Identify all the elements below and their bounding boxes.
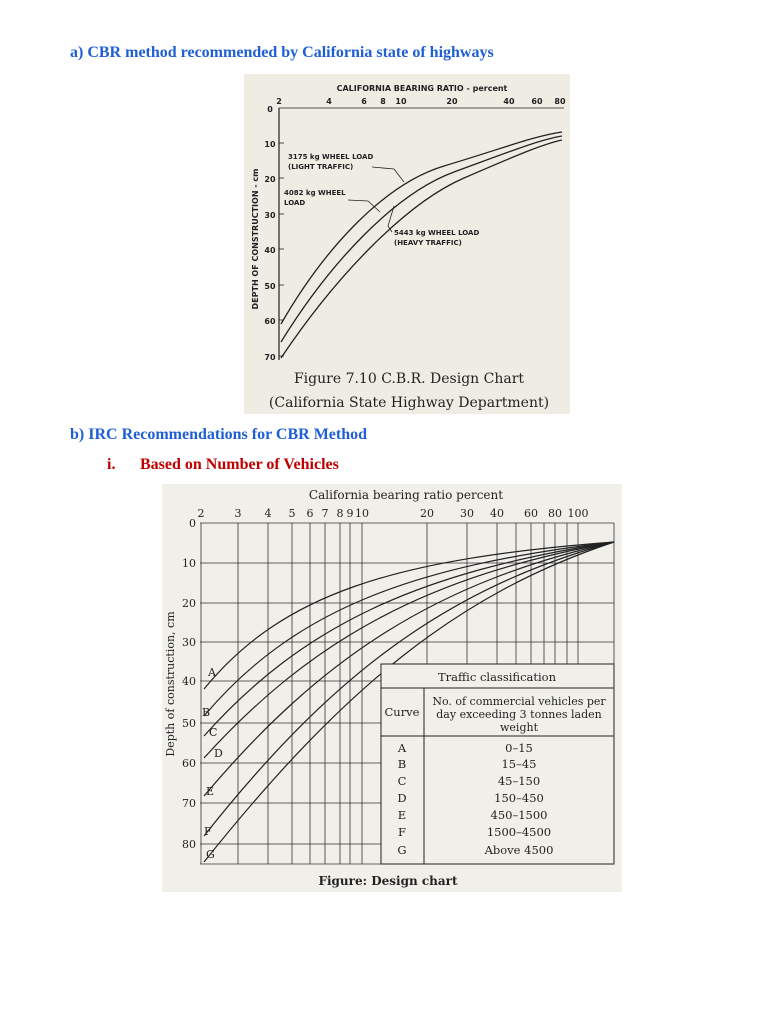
chart2-y-tick: 70: [182, 797, 196, 810]
chart1-label-light-1: 3175 kg WHEEL LOAD: [288, 153, 374, 161]
table-col-vehicles: weight: [500, 721, 538, 734]
table-cell-curve: E: [397, 808, 407, 822]
chart2-curve-label: C: [209, 726, 218, 739]
chart1-x-tick: 8: [380, 97, 386, 106]
table-cell-curve: A: [397, 741, 407, 755]
chart2-x-tick: 20: [420, 507, 434, 520]
chart2-axis-title: California bearing ratio percent: [308, 488, 504, 502]
section-a-heading: a) CBR method recommended by California state of highways: [70, 44, 494, 61]
chart2-curve-label: F: [204, 825, 212, 838]
chart2-y-tick: 0: [189, 517, 196, 530]
chart2-y-tick: 20: [182, 597, 196, 610]
chart1-label-light-2: (LIGHT TRAFFIC): [288, 163, 354, 171]
chart1-x-tick: 60: [531, 97, 543, 106]
chart1-x-tick: 40: [503, 97, 515, 106]
chart1-x-tick: 80: [554, 97, 566, 106]
chart2-y-tick: 10: [182, 557, 196, 570]
chart2-y-tick: 40: [182, 675, 196, 688]
chart2-x-tick: 9: [346, 507, 354, 520]
chart1-y-label: DEPTH OF CONSTRUCTION - cm: [251, 168, 260, 310]
chart1-x-tick: 20: [446, 97, 458, 106]
chart2-x-tick: 8: [336, 507, 344, 520]
chart2-x-tick: 30: [460, 507, 474, 520]
table-col-vehicles: day exceeding 3 tonnes laden: [436, 708, 602, 721]
chart2-x-tick: 6: [306, 507, 314, 520]
chart2-x-tick: 7: [321, 507, 329, 520]
chart1-y-tick: 20: [264, 175, 276, 184]
chart1-label-heavy-2: (HEAVY TRAFFIC): [394, 239, 462, 247]
chart2-curve-label: B: [202, 706, 211, 719]
irc-cbr-design-chart: [162, 484, 622, 892]
chart1-x-tick: 4: [326, 97, 332, 106]
chart2-x-tick: 100: [567, 507, 589, 520]
chart1-y-tick: 70: [264, 353, 276, 362]
chart2-curve-label: D: [214, 747, 223, 760]
chart2-curve-label: G: [206, 848, 215, 861]
table-cell-range: 15–45: [501, 757, 537, 771]
chart1-y-tick: 60: [264, 317, 276, 326]
table-cell-range: 450–1500: [490, 808, 548, 822]
chart1-label-mid-1: 4082 kg WHEEL: [284, 189, 346, 197]
chart1-label-mid-2: LOAD: [284, 199, 306, 207]
chart1-caption-1: Figure 7.10 C.B.R. Design Chart: [293, 371, 525, 387]
table-cell-range: 1500–4500: [486, 825, 552, 839]
chart2-x-tick: 60: [524, 507, 538, 520]
chart1-x-tick: 10: [395, 97, 407, 106]
section-b-heading: b) IRC Recommendations for CBR Method: [70, 426, 368, 443]
chart1-y-tick: 50: [264, 282, 276, 291]
chart1-y-tick: 0: [267, 105, 273, 114]
table-cell-range: 0–15: [505, 741, 533, 755]
chart1-label-heavy-1: 5443 kg WHEEL LOAD: [394, 229, 480, 237]
chart1-x-tick: 2: [276, 97, 282, 106]
chart2-caption: Figure: Design chart: [318, 874, 458, 888]
table-col-vehicles: No. of commercial vehicles per: [432, 695, 606, 708]
table-col-curve: Curve: [384, 705, 420, 719]
table-cell-curve: B: [397, 757, 407, 771]
chart2-x-tick: 3: [234, 507, 242, 520]
table-cell-range: 45–150: [497, 774, 541, 788]
traffic-classification-table: [381, 664, 614, 864]
chart1-y-tick: 30: [264, 211, 276, 220]
chart2-y-tick: 80: [182, 838, 196, 851]
chart2-curve-label: A: [208, 666, 216, 679]
chart2-y-tick: 50: [182, 717, 196, 730]
chart2-x-tick: 10: [355, 507, 369, 520]
chart1-y-tick: 10: [264, 140, 276, 149]
chart2-y-label: Depth of construction, cm: [164, 611, 177, 757]
chart1-y-tick: 40: [264, 246, 276, 255]
chart1-caption-2: (California State Highway Department): [268, 395, 550, 411]
table-cell-curve: G: [397, 843, 407, 857]
chart2-x-tick: 40: [490, 507, 504, 520]
sub-heading: Based on Number of Vehicles: [140, 456, 339, 473]
chart2-x-tick: 2: [197, 507, 205, 520]
chart2-y-tick: 30: [182, 636, 196, 649]
chart2-curve-label: E: [206, 785, 215, 798]
table-cell-range: 150–450: [494, 791, 544, 805]
chart2-x-tick: 80: [548, 507, 562, 520]
chart1-x-tick: 6: [361, 97, 367, 106]
chart2-x-tick: 5: [288, 507, 296, 520]
chart2-y-tick: 60: [182, 757, 196, 770]
california-cbr-design-chart: [244, 74, 570, 414]
chart2-x-tick: 4: [264, 507, 272, 520]
table-cell-range: Above 4500: [484, 843, 554, 857]
sub-heading-number: i.: [107, 456, 116, 473]
table-cell-curve: D: [397, 791, 407, 805]
chart1-axis-title: CALIFORNIA BEARING RATIO - percent: [336, 84, 508, 93]
table-title: Traffic classification: [437, 670, 557, 684]
table-cell-curve: C: [397, 774, 407, 788]
table-cell-curve: F: [398, 825, 406, 839]
